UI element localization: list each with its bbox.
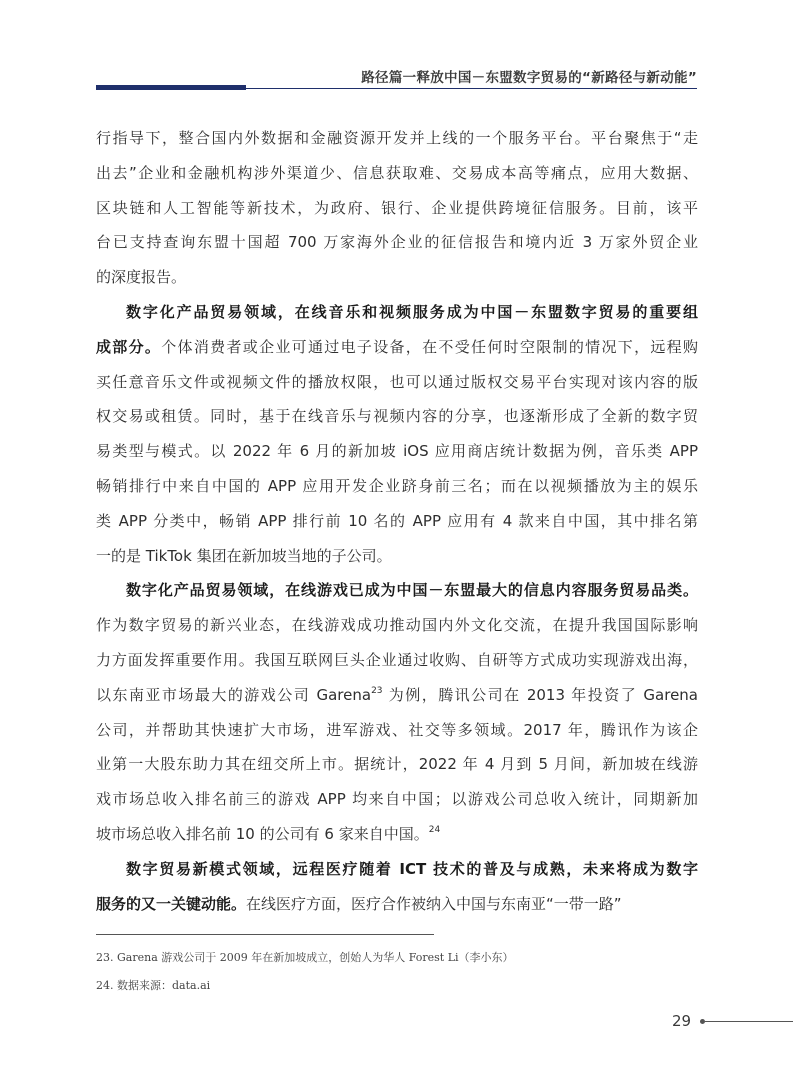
text-line: 易类型与模式。以 2022 年 6 月的新加坡 iOS 应用商店统计数据为例，音乐类 APP [96, 442, 698, 461]
footnote-ref-23[interactable]: 23 [371, 685, 383, 696]
paragraph-4 [96, 852, 698, 922]
bold-heading: 数字化产品贸易领域，在线游戏已成为中国－东盟最大的信息内容服务贸易品类。 [126, 581, 698, 600]
page-number: 29 [672, 1012, 692, 1030]
footnote-ref-24[interactable]: 24 [428, 824, 441, 835]
text-line [96, 887, 698, 922]
bold-heading: 数字贸易新模式领域，远程医疗随着 ICT 技术的普及与成熟，未来将成为数字 [126, 859, 698, 878]
body-text [96, 121, 698, 921]
text-line: 台已支持查询东盟十国超 700 万家海外企业的征信报告和境内近 3 万家外贸企业 [96, 233, 698, 252]
text-line: 戏市场总收入排名前三的游戏 APP 均来自中国；以游戏公司总收入统计，同期新加 [96, 790, 698, 809]
bold-heading: 成部分。 [96, 337, 162, 356]
text-line: 公司，并帮助其快速扩大市场，进军游戏、社交等多领域。2017 年，腾讯作为该企 [96, 720, 698, 739]
bold-heading: 数字化产品贸易领域，在线音乐和视频服务成为中国－东盟数字贸易的重要组 [126, 302, 698, 321]
text-line [96, 330, 698, 365]
text-run: 个体消费者或企业可通过电子设备，在不受任何时空限制的情况下，远程购 [161, 337, 698, 356]
text-line: 出去”企业和金融机构涉外渠道少、信息获取难、交易成本高等痛点，应用大数据、 [96, 163, 698, 182]
text-line: 行指导下，整合国内外数据和金融资源开发并上线的一个服务平台。平台聚焦于“走 [96, 129, 698, 147]
paragraph-3 [96, 573, 698, 851]
text-run: 为例，腾讯公司在 2013 年投资了 Garena [382, 685, 699, 704]
text-line [96, 852, 698, 887]
header-title: 路径篇一释放中国－东盟数字贸易的“新路径与新动能” [361, 70, 697, 86]
text-line [96, 295, 698, 330]
footnotes [96, 944, 514, 1000]
paragraph-1 [96, 121, 698, 295]
text-line: 类 APP 分类中，畅销 APP 排行前 10 名的 APP 应用有 4 款来自中国，其中排名第 [96, 511, 698, 530]
text-line: 畅销排行中来自中国的 APP 应用开发企业跻身前三名；而在以视频播放为主的娱乐 [96, 476, 698, 495]
text-line: 区块链和人工智能等新技术，为政府、银行、企业提供跨境征信服务。目前，该平 [96, 198, 698, 217]
text-line: 买任意音乐文件或视频文件的播放权限，也可以通过版权交易平台实现对该内容的版 [96, 372, 698, 391]
bold-heading: 服务的又一关键动能。 [96, 894, 247, 913]
text-line [96, 678, 698, 713]
text-line [96, 573, 698, 608]
text-line: 力方面发挥重要作用。我国互联网巨头企业通过收购、自研等方式成功实现游戏出海， [96, 650, 698, 669]
page-marker-rule [705, 1021, 793, 1022]
footnote-23: 23. Garena 游戏公司于 2009 年在新加坡成立，创始人为华人 Forest Li（李小东） [96, 951, 514, 964]
text-line: 权交易或租赁。同时，基于在线音乐与视频内容的分享，也逐渐形成了全新的数字贸 [96, 407, 698, 426]
text-line: 作为数字贸易的新兴业态，在线游戏成功推动国内外文化交流，在提升我国国际影响 [96, 616, 698, 635]
text-run: 以东南亚市场最大的游戏公司 Garena [96, 685, 372, 704]
footnote-divider [96, 934, 434, 935]
text-run: 坡市场总收入排名前 10 的公司有 6 家来自中国。 [96, 824, 429, 843]
text-line: 一的是 TikTok 集团在新加坡当地的子公司。 [96, 546, 392, 565]
paragraph-2 [96, 295, 698, 573]
text-run: 在线医疗方面，医疗合作被纳入中国与东南亚“一带一路” [246, 894, 622, 913]
footnote-24: 24. 数据来源：data.ai [96, 979, 211, 992]
text-line: 的深度报告。 [96, 268, 187, 287]
text-line: 业第一大股东助力其在纽交所上市。据统计，2022 年 4 月到 5 月间，新加坡在线游 [96, 755, 698, 774]
header-rule-accent [96, 85, 246, 90]
text-line [96, 817, 698, 852]
